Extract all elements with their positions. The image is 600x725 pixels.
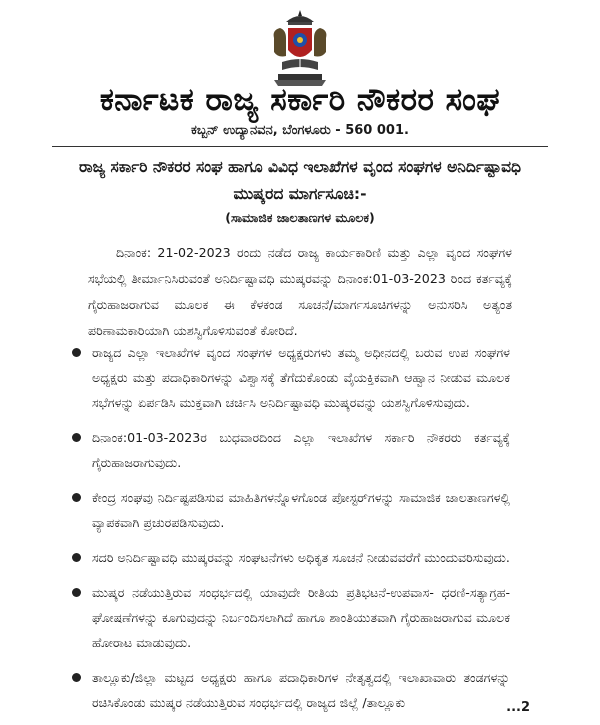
list-item-text: ಕೇಂದ್ರ ಸಂಘವು ನಿರ್ದಿಷ್ಟಪಡಿಸುವ ಮಾಹಿತಿಗಳನ್ನೊಳಗೊಂಡ ಪೋಸ್ಟರ್‌ಗಳನ್ನು ಸಾಮಾಜಿಕ ಜಾಲತಾಣಗಳಲ್ಲಿ ವ್ಯಾಪಕವಾಗಿ ಪ್ರಚುರಪಡಿಸುವುದು. (92, 490, 510, 530)
bullet-icon (72, 588, 81, 597)
document-heading: ರಾಜ್ಯ ಸರ್ಕಾರಿ ನೌಕರರ ಸಂಘ ಹಾಗೂ ವಿವಿಧ ಇಲಾಖೆಗಳ ವೃಂದ ಸಂಘಗಳ ಅನಿರ್ದಿಷ್ಟಾವಧಿ ಮುಷ್ಕರದ ಮಾರ್ಗಸೂಚಿ:- (78, 158, 522, 203)
bullet-icon (72, 348, 81, 357)
list-item (70, 580, 510, 655)
organization-title: ಕರ್ನಾಟಕ ರಾಜ್ಯ ಸರ್ಕಾರಿ ನೌಕರರ ಸಂಘ (99, 82, 501, 118)
bullet-icon (72, 493, 81, 502)
list-item (70, 485, 510, 535)
bullet-icon (72, 433, 81, 442)
page-marker: ...2 (506, 700, 530, 715)
list-item-text: ಮುಷ್ಕರ ನಡೆಯುತ್ತಿರುವ ಸಂಧರ್ಭದಲ್ಲಿ ಯಾವುದೇ ರೀತಿಯ ಪ್ರತಿಭಟನೆ-ಉಪವಾಸ- ಧರಣಿ-ಸತ್ಯಾಗ್ರಹ-ಘೋಷಣೆಗಳನ್ನು ಕೂಗುವುದನ್ನು ನಿರ್ಬಂದಿಸಲಾಗಿದೆ ಹಾಗೂ ಶಾಂತಿಯುತವಾಗಿ ಗೈರುಹಾಜರಾಗುವ ಮೂಲಕ ಹೋರಾಟ ಮಾಡುವುದು. (92, 585, 510, 650)
list-item (70, 545, 510, 570)
list-item (70, 340, 510, 415)
list-item-text: ಸದರಿ ಅನಿರ್ದಿಷ್ಟಾವಧಿ ಮುಷ್ಕರವನ್ನು ಸಂಘಟನೆಗಳು ಅಧಿಕೃತ ಸೂಚನೆ ನೀಡುವವರೆಗೆ ಮುಂದುವರಿಸುವುದು. (92, 550, 510, 565)
list-item (70, 665, 510, 715)
list-item-text: ತಾಲ್ಲೂಕು/ಜಿಲ್ಲಾ ಮಟ್ಟದ ಅಧ್ಯಕ್ಷರು ಹಾಗೂ ಪದಾಧಿಕಾರಿಗಳ ನೇತೃತ್ವದಲ್ಲಿ ಇಲಾಖಾವಾರು ತಂಡಗಳನ್ನು ರಚಿಸಿಕೊಂಡು ಮುಷ್ಕರ ನಡೆಯುತ್ತಿರುವ ಸಂಧರ್ಭದಲ್ಲಿ ರಾಜ್ಯದ ಜಿಲ್ಲೆ /ತಾಲ್ಲೂಕು (92, 670, 510, 710)
organization-address: ಕಬ್ಬನ್ ಉದ್ಯಾನವನ, ಬೆಂಗಳೂರು - 560 001. (191, 123, 409, 138)
list-item-text: ದಿನಾಂಕ:01-03-2023ರ ಬುಧವಾರದಿಂದ ಎಲ್ಲಾ ಇಲಾಖೆಗಳ ಸರ್ಕಾರಿ ನೌಕರರು ಕರ್ತವ್ಯಕ್ಕೆ ಗೈರುಹಾಜರಾಗುವುದು. (92, 430, 510, 470)
bullet-icon (72, 553, 81, 562)
list-item (70, 425, 510, 475)
header-divider (52, 146, 548, 147)
bullet-icon (72, 673, 81, 682)
document-subheading: (ಸಾಮಾಜಿಕ ಜಾಲತಾಣಗಳ ಮೂಲಕ) (225, 210, 375, 225)
karnataka-emblem-icon (264, 8, 336, 88)
intro-paragraph: ದಿನಾಂಕ: 21-02-2023 ರಂದು ನಡೆದ ರಾಜ್ಯ ಕಾರ್ಯಕಾರಿಣಿ ಮತ್ತು ಎಲ್ಲಾ ವೃಂದ ಸಂಘಗಳ ಸಭೆಯಲ್ಲಿ ತೀರ್ಮಾನಿಸಿರುವಂತೆ ಅನಿರ್ದಿಷ್ಟಾವಧಿ ಮುಷ್ಕರವನ್ನು ದಿನಾಂಕ:01-03-2023 ರಿಂದ ಕರ್ತವ್ಯಕ್ಕೆ ಗೈರುಹಾಜರಾಗುವ ಮೂಲಕ ಈ ಕೆಳಕಂಡ ಸೂಚನೆ/ಮಾರ್ಗಸೂಚಿಗಳನ್ನು ಅನುಸರಿಸಿ ಅತ್ಯಂತ ಪರಿಣಾಮಕಾರಿಯಾಗಿ ಯಶಸ್ವಿಗೊಳಿಸುವಂತೆ ಕೋರಿದೆ. (88, 245, 512, 338)
guideline-list (70, 340, 510, 725)
list-item-text: ರಾಜ್ಯದ ಎಲ್ಲಾ ಇಲಾಖೆಗಳ ವೃಂದ ಸಂಘಗಳ ಅಧ್ಯಕ್ಷರುಗಳು ತಮ್ಮ ಅಧೀನದಲ್ಲಿ ಬರುವ ಉಪ ಸಂಘಗಳ ಅಧ್ಯಕ್ಷರು ಮತ್ತು ಪದಾಧಿಕಾರಿಗಳನ್ನು ವಿಶ್ವಾಸಕ್ಕೆ ತೆಗೆದುಕೊಂಡು ವೈಯಕ್ತಿಕವಾಗಿ ಆಹ್ವಾನ ನೀಡುವ ಮೂಲಕ ಸಭೆಗಳನ್ನು ಏರ್ಪಡಿಸಿ ಮುಕ್ತವಾಗಿ ಚರ್ಚಿಸಿ ಅನಿರ್ದಿಷ್ಟಾವಧಿ ಮುಷ್ಕರವನ್ನು ಯಶಸ್ವಿಗೊಳಿಸುವುದು. (92, 345, 510, 410)
